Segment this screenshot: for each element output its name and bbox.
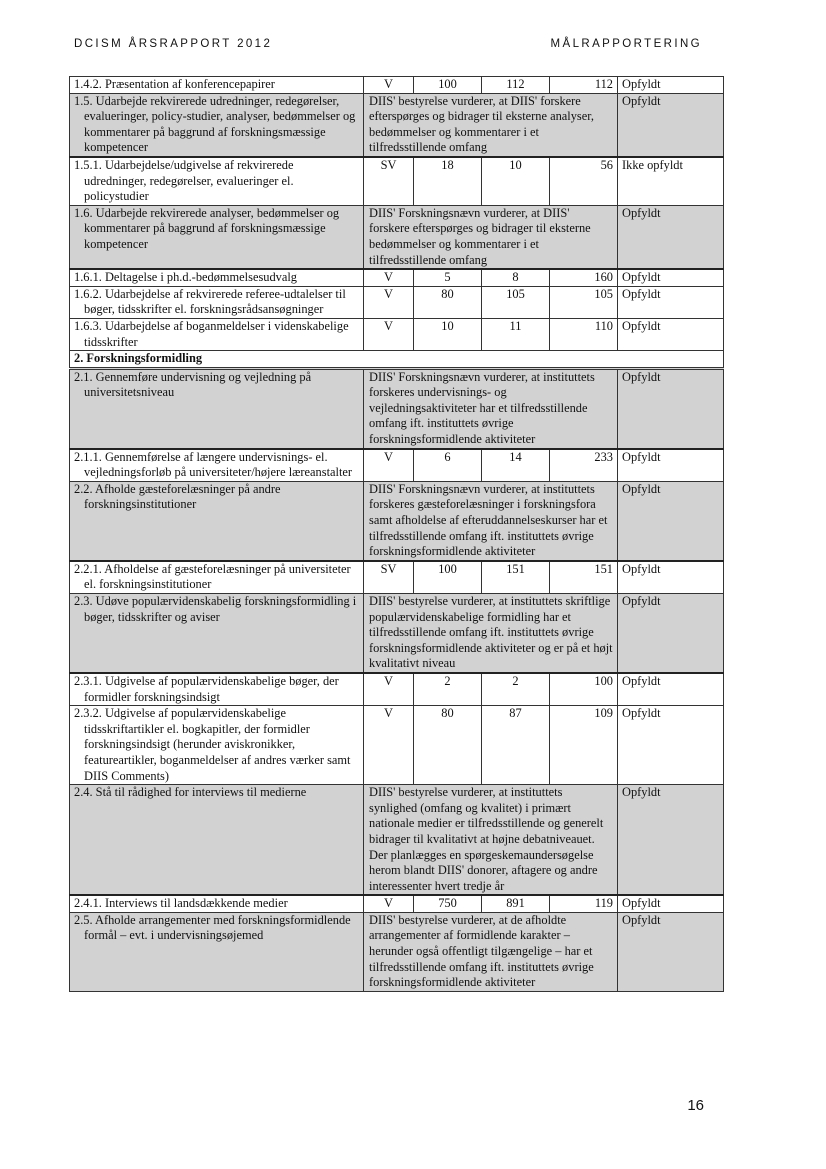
indicator-status: Opfyldt: [618, 77, 724, 94]
goal-row: [70, 93, 724, 157]
indicator-result: 10: [482, 157, 550, 205]
goal-status: Opfyldt: [618, 594, 724, 673]
goal-status: Opfyldt: [618, 93, 724, 157]
indicator-target: 2: [414, 673, 482, 706]
indicator-target: 10: [414, 318, 482, 350]
indicator-percent: 233: [550, 449, 618, 482]
indicator-percent: 119: [550, 895, 618, 912]
indicator-row: [70, 895, 724, 912]
indicator-type: SV: [364, 561, 414, 594]
indicator-row: [70, 286, 724, 318]
indicator-status: Opfyldt: [618, 269, 724, 286]
indicator-result: 87: [482, 706, 550, 785]
running-header-right: MÅLRAPPORTERING: [550, 38, 702, 50]
indicator-type: V: [364, 706, 414, 785]
indicator-type: SV: [364, 157, 414, 205]
goal-label: 2.1. Gennemføre undervisning og vejledning på universitetsniveau: [70, 368, 364, 448]
indicator-target: 750: [414, 895, 482, 912]
indicator-target: 80: [414, 706, 482, 785]
goal-status: Opfyldt: [618, 481, 724, 560]
indicator-status: Opfyldt: [618, 673, 724, 706]
indicator-result: 2: [482, 673, 550, 706]
goal-label: 1.6. Udarbejde rekvirerede analyser, bedømmelser og kommentarer på baggrund af forskningsmæssige kompetencer: [70, 205, 364, 269]
goal-assessment: DIIS' bestyrelse vurderer, at instituttets skriftlige populærvidenskabelige formidling har et tilfredsstillende omfang ift. instituttets øvrige forskningsformidlende aktiviteter og er på et højt kvalitativt niveau: [364, 594, 618, 673]
indicator-percent: 160: [550, 269, 618, 286]
goal-status: Opfyldt: [618, 912, 724, 991]
indicator-label: 1.4.2. Præsentation af konferencepapirer: [70, 77, 364, 94]
indicator-status: Opfyldt: [618, 286, 724, 318]
indicator-result: 112: [482, 77, 550, 94]
indicator-target: 100: [414, 77, 482, 94]
running-header-left: DCISM ÅRSRAPPORT 2012: [74, 38, 273, 50]
indicator-row: [70, 318, 724, 350]
indicator-label: 1.6.2. Udarbejdelse af rekvirerede referee-udtalelser til bøger, tidsskrifter el. forskningsrådsansøgninger: [70, 286, 364, 318]
goal-label: 2.3. Udøve populærvidenskabelig forskningsformidling i bøger, tidsskrifter og aviser: [70, 594, 364, 673]
goal-assessment: DIIS' bestyrelse vurderer, at instituttets synlighed (omfang og kvalitet) i primært nationale medier er tilfredsstillende og generelt bidrager til kvalitativt at højne debatniveauet. Der planlægges en spørgeskemaundersøgelse herom blandt DIIS' donorer, aftagere og andre interessenter hvert tredje år: [364, 785, 618, 896]
indicator-row: [70, 269, 724, 286]
goal-status: Opfyldt: [618, 368, 724, 448]
goal-label: 2.4. Stå til rådighed for interviews til medierne: [70, 785, 364, 896]
indicator-label: 2.2.1. Afholdelse af gæsteforelæsninger på universiteter el. forskningsinstitutioner: [70, 561, 364, 594]
indicator-status: Opfyldt: [618, 561, 724, 594]
indicator-result: 151: [482, 561, 550, 594]
indicator-type: V: [364, 269, 414, 286]
indicator-label: 2.3.2. Udgivelse af populærvidenskabelige tidsskriftartikler el. bogkapitler, der formidler forskningsindsigt (herunder aviskronikker, featureartikler, boganmeldelser af andres værker samt DIIS Comments): [70, 706, 364, 785]
goal-assessment: DIIS' Forskningsnævn vurderer, at instituttets forskeres undervisnings- og vejledningsaktiviteter har et tilfredsstillende omfang ift. instituttets øvrige forskningsformidlende aktiviteter: [364, 368, 618, 448]
indicator-percent: 110: [550, 318, 618, 350]
indicator-percent: 105: [550, 286, 618, 318]
indicator-type: V: [364, 318, 414, 350]
goal-assessment: DIIS' bestyrelse vurderer, at de afholdte arrangementer af formidlende karakter – herunder også offentligt tilgængelige – har et tilfredsstillende omfang ift. instituttets øvrige forskningsformidlende aktiviteter: [364, 912, 618, 991]
indicator-percent: 151: [550, 561, 618, 594]
indicator-type: V: [364, 286, 414, 318]
indicator-result: 891: [482, 895, 550, 912]
goal-row: [70, 481, 724, 560]
indicator-row: [70, 449, 724, 482]
goal-assessment: DIIS' bestyrelse vurderer, at DIIS' forskere efterspørges og bidrager til eksterne analyser, bedømmelser og kommentarer i et tilfredsstillende omfang: [364, 93, 618, 157]
goal-row: [70, 205, 724, 269]
goal-row: [70, 368, 724, 448]
indicator-percent: 100: [550, 673, 618, 706]
goal-assessment: DIIS' Forskningsnævn vurderer, at DIIS' forskere efterspørges og bidrager til eksterne bedømmelser og kommentarer i et tilfredsstillende omfang: [364, 205, 618, 269]
indicator-row: [70, 673, 724, 706]
indicator-label: 2.1.1. Gennemførelse af længere undervisnings- el. vejledningsforløb på universiteter/højere læreanstalter: [70, 449, 364, 482]
indicator-type: V: [364, 895, 414, 912]
goal-status: Opfyldt: [618, 205, 724, 269]
indicator-type: V: [364, 673, 414, 706]
indicator-type: V: [364, 449, 414, 482]
indicator-target: 5: [414, 269, 482, 286]
indicator-status: Opfyldt: [618, 895, 724, 912]
goal-row: [70, 912, 724, 991]
indicator-row: [70, 561, 724, 594]
indicator-result: 14: [482, 449, 550, 482]
goal-row: [70, 785, 724, 896]
goal-assessment: DIIS' Forskningsnævn vurderer, at instituttets forskeres gæsteforelæsninger i forskningsfora samt afholdelse af efteruddannelseskurser har et tilfredsstillende omfang ift. instituttets øvrige forskningsformidlende aktiviteter: [364, 481, 618, 560]
goal-label: 1.5. Udarbejde rekvirerede udredninger, redegørelser, evalueringer, policy-studier, analyser, bedømmelser og kommentarer på baggrund af forskningsmæssige kompetencer: [70, 93, 364, 157]
indicator-label: 1.6.3. Udarbejdelse af boganmeldelser i videnskabelige tidsskrifter: [70, 318, 364, 350]
indicator-status: Opfyldt: [618, 318, 724, 350]
indicator-row: [70, 706, 724, 785]
indicator-percent: 112: [550, 77, 618, 94]
goal-label: 2.2. Afholde gæsteforelæsninger på andre forskningsinstitutioner: [70, 481, 364, 560]
indicator-status: Ikke opfyldt: [618, 157, 724, 205]
indicator-target: 100: [414, 561, 482, 594]
section-heading: 2. Forskningsformidling: [70, 351, 724, 369]
indicator-result: 8: [482, 269, 550, 286]
indicator-target: 6: [414, 449, 482, 482]
indicator-label: 1.6.1. Deltagelse i ph.d.-bedømmelsesudvalg: [70, 269, 364, 286]
indicator-percent: 109: [550, 706, 618, 785]
goals-table: [69, 76, 724, 992]
indicator-percent: 56: [550, 157, 618, 205]
goal-label: 2.5. Afholde arrangementer med forskningsformidlende formål – evt. i undervisningsøjemed: [70, 912, 364, 991]
indicator-label: 2.3.1. Udgivelse af populærvidenskabelige bøger, der formidler forskningsindsigt: [70, 673, 364, 706]
indicator-result: 11: [482, 318, 550, 350]
indicator-row: [70, 77, 724, 94]
section-heading-row: [70, 351, 724, 369]
indicator-type: V: [364, 77, 414, 94]
indicator-label: 2.4.1. Interviews til landsdækkende medier: [70, 895, 364, 912]
page-number: 16: [687, 1097, 704, 1114]
goal-row: [70, 594, 724, 673]
indicator-result: 105: [482, 286, 550, 318]
indicator-row: [70, 157, 724, 205]
indicator-target: 80: [414, 286, 482, 318]
indicator-target: 18: [414, 157, 482, 205]
indicator-status: Opfyldt: [618, 706, 724, 785]
indicator-label: 1.5.1. Udarbejdelse/udgivelse af rekvirerede udredninger, redegørelser, evalueringer el. policystudier: [70, 157, 364, 205]
indicator-status: Opfyldt: [618, 449, 724, 482]
goal-status: Opfyldt: [618, 785, 724, 896]
